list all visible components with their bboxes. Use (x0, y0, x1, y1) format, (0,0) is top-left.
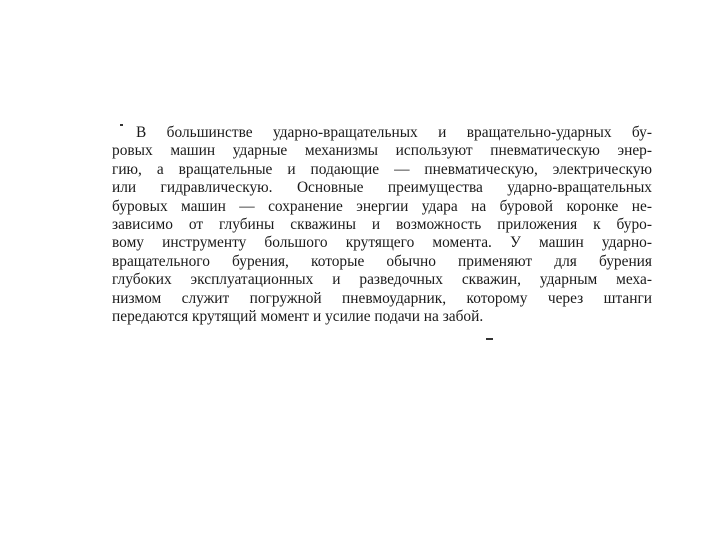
text-line-3: гию, а вращательные и подающие — пневматическую, электрическую (112, 160, 652, 178)
scan-speck (486, 338, 493, 340)
body-paragraph (112, 124, 652, 326)
text-line-4: или гидравлическую. Основные преимущества ударно-вращательных (112, 179, 652, 197)
text-line-11: передаются крутящий момент и усилие подачи на забой. (112, 307, 484, 325)
text-line-2: ровых машин ударные механизмы используют пневматическую энер- (112, 142, 652, 160)
text-line-10: низмом служит погружной пневмоударник, которому через штанги (112, 289, 652, 307)
text-line-7: вому инструменту большого крутящего момента. У машин ударно- (112, 234, 652, 252)
text-line-1: В большинстве ударно-вращательных и вращательно-ударных бу- (136, 124, 652, 141)
text-line-8: вращательного бурения, которые обычно применяют для бурения (112, 252, 652, 270)
text-line-9: глубоких эксплуатационных и разведочных скважин, ударным меха- (112, 271, 652, 289)
text-line-6: зависимо от глубины скважины и возможность приложения к буро- (112, 215, 652, 233)
text-line-5: буровых машин — сохранение энергии удара на буровой коронке не- (112, 197, 652, 215)
